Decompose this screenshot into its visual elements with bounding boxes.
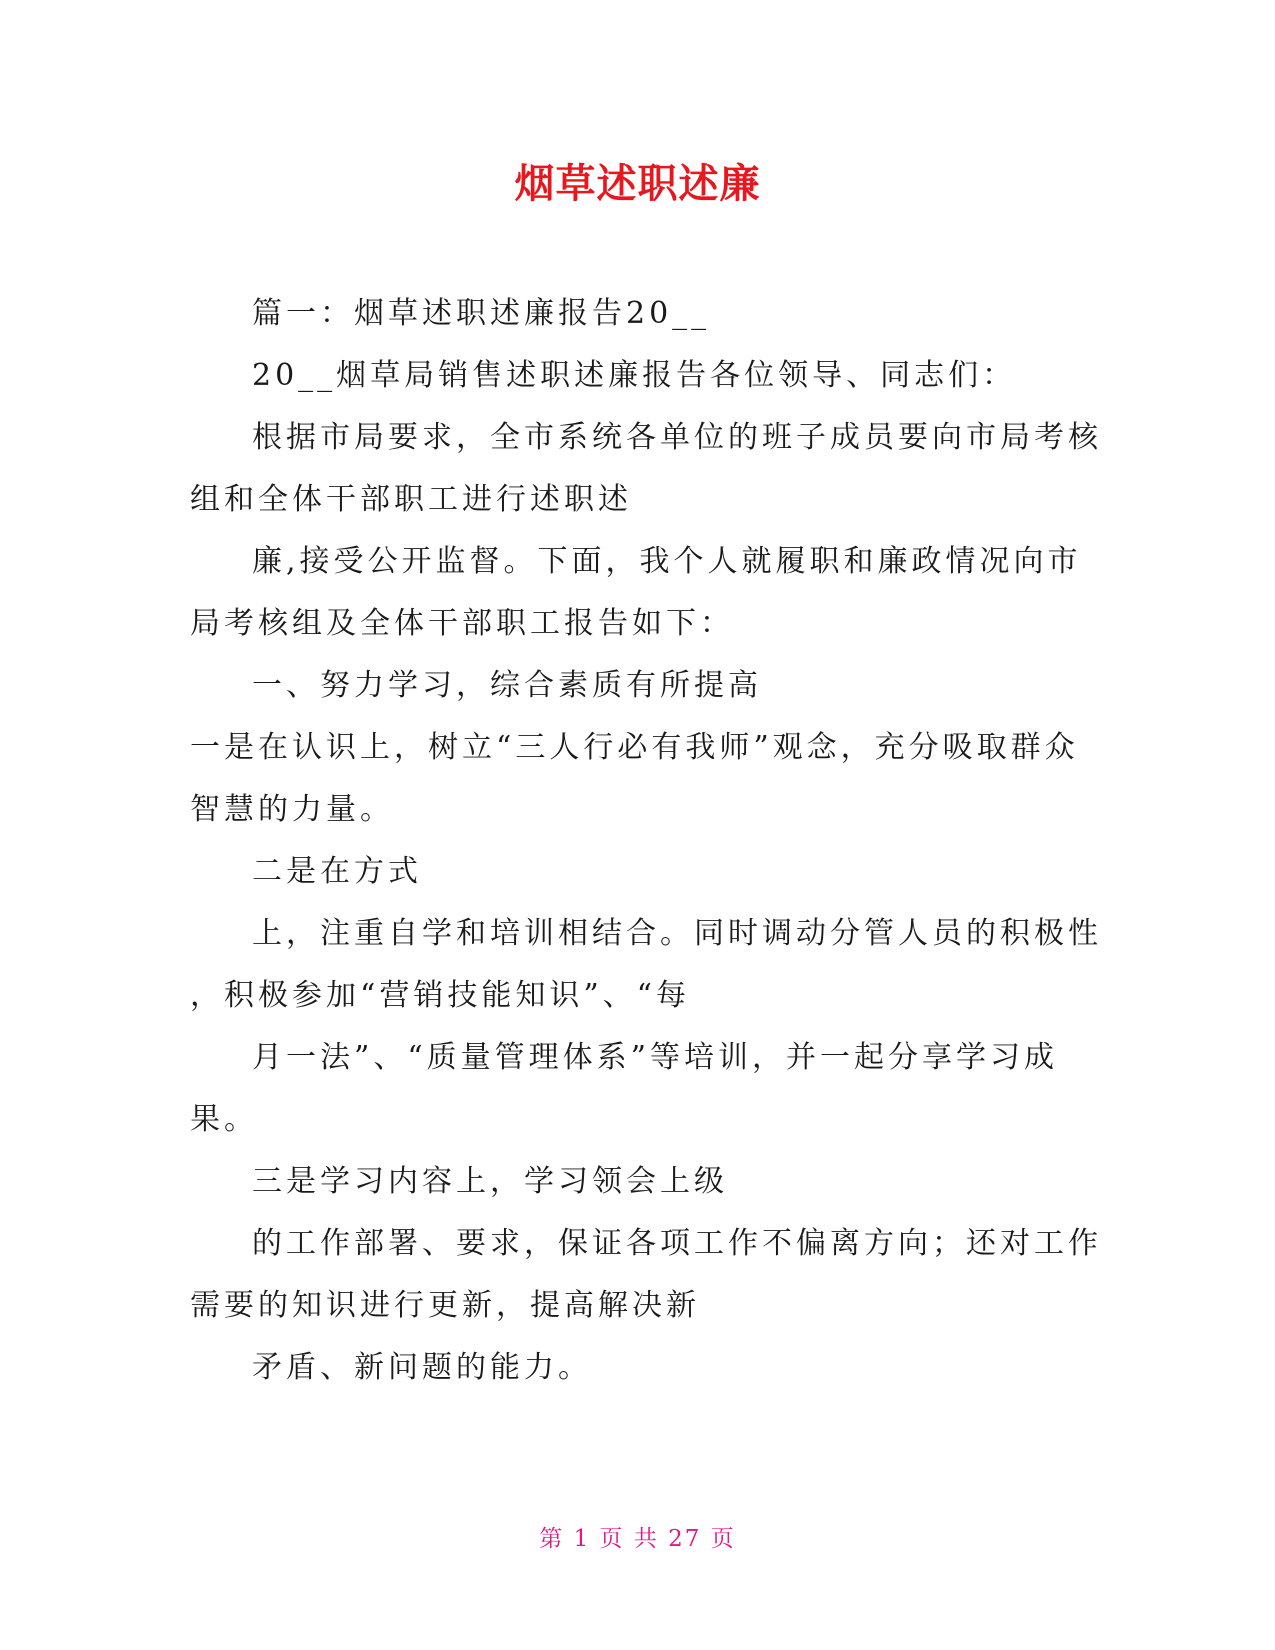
paragraph-line: 局考核组及全体干部职工报告如下： xyxy=(190,606,734,641)
paragraph-line: 廉,接受公开监督。下面，我个人就履职和廉政情况向市 xyxy=(252,544,1082,579)
paragraph-line: 矛盾、新问题的能力。 xyxy=(252,1350,592,1385)
document-body xyxy=(190,283,1102,1399)
paragraph-line: 需要的知识进行更新，提高解决新 xyxy=(190,1288,700,1323)
paragraph-line: 上，注重自学和培训相结合。同时调动分管人员的积极性 xyxy=(252,916,1102,951)
paragraph-line: ，积极参加“营销技能知识”、“每 xyxy=(190,978,691,1013)
paragraph-line: 篇一：烟草述职述廉报告20__ xyxy=(252,296,711,331)
paragraph-line: 果。 xyxy=(190,1102,258,1137)
paragraph-line: 一是在认识上，树立“三人行必有我师”观念，充分吸取群众 xyxy=(190,730,1079,765)
paragraph-line: 三是学习内容上，学习领会上级 xyxy=(252,1164,728,1199)
paragraph-line: 根据市局要求，全市系统各单位的班子成员要向市局考核 xyxy=(252,420,1102,455)
paragraph-line: 二是在方式 xyxy=(252,854,422,889)
paragraph-line: 组和全体干部职工进行述职述 xyxy=(190,482,632,517)
section-heading: 一、努力学习，综合素质有所提高 xyxy=(252,668,762,703)
document-title: 烟草述职述廉 xyxy=(514,161,761,207)
paragraph-line: 的工作部署、要求，保证各项工作不偏离方向；还对工作 xyxy=(252,1226,1102,1261)
paragraph-line: 20__烟草局销售述职述廉报告各位领导、同志们： xyxy=(252,358,1017,393)
paragraph-line: 智慧的力量。 xyxy=(190,792,394,827)
paragraph-line: 月一法”、“质量管理体系”等培训，并一起分享学习成 xyxy=(252,1040,1059,1075)
page-number-footer: 第 1 页 共 27 页 xyxy=(539,1526,736,1552)
